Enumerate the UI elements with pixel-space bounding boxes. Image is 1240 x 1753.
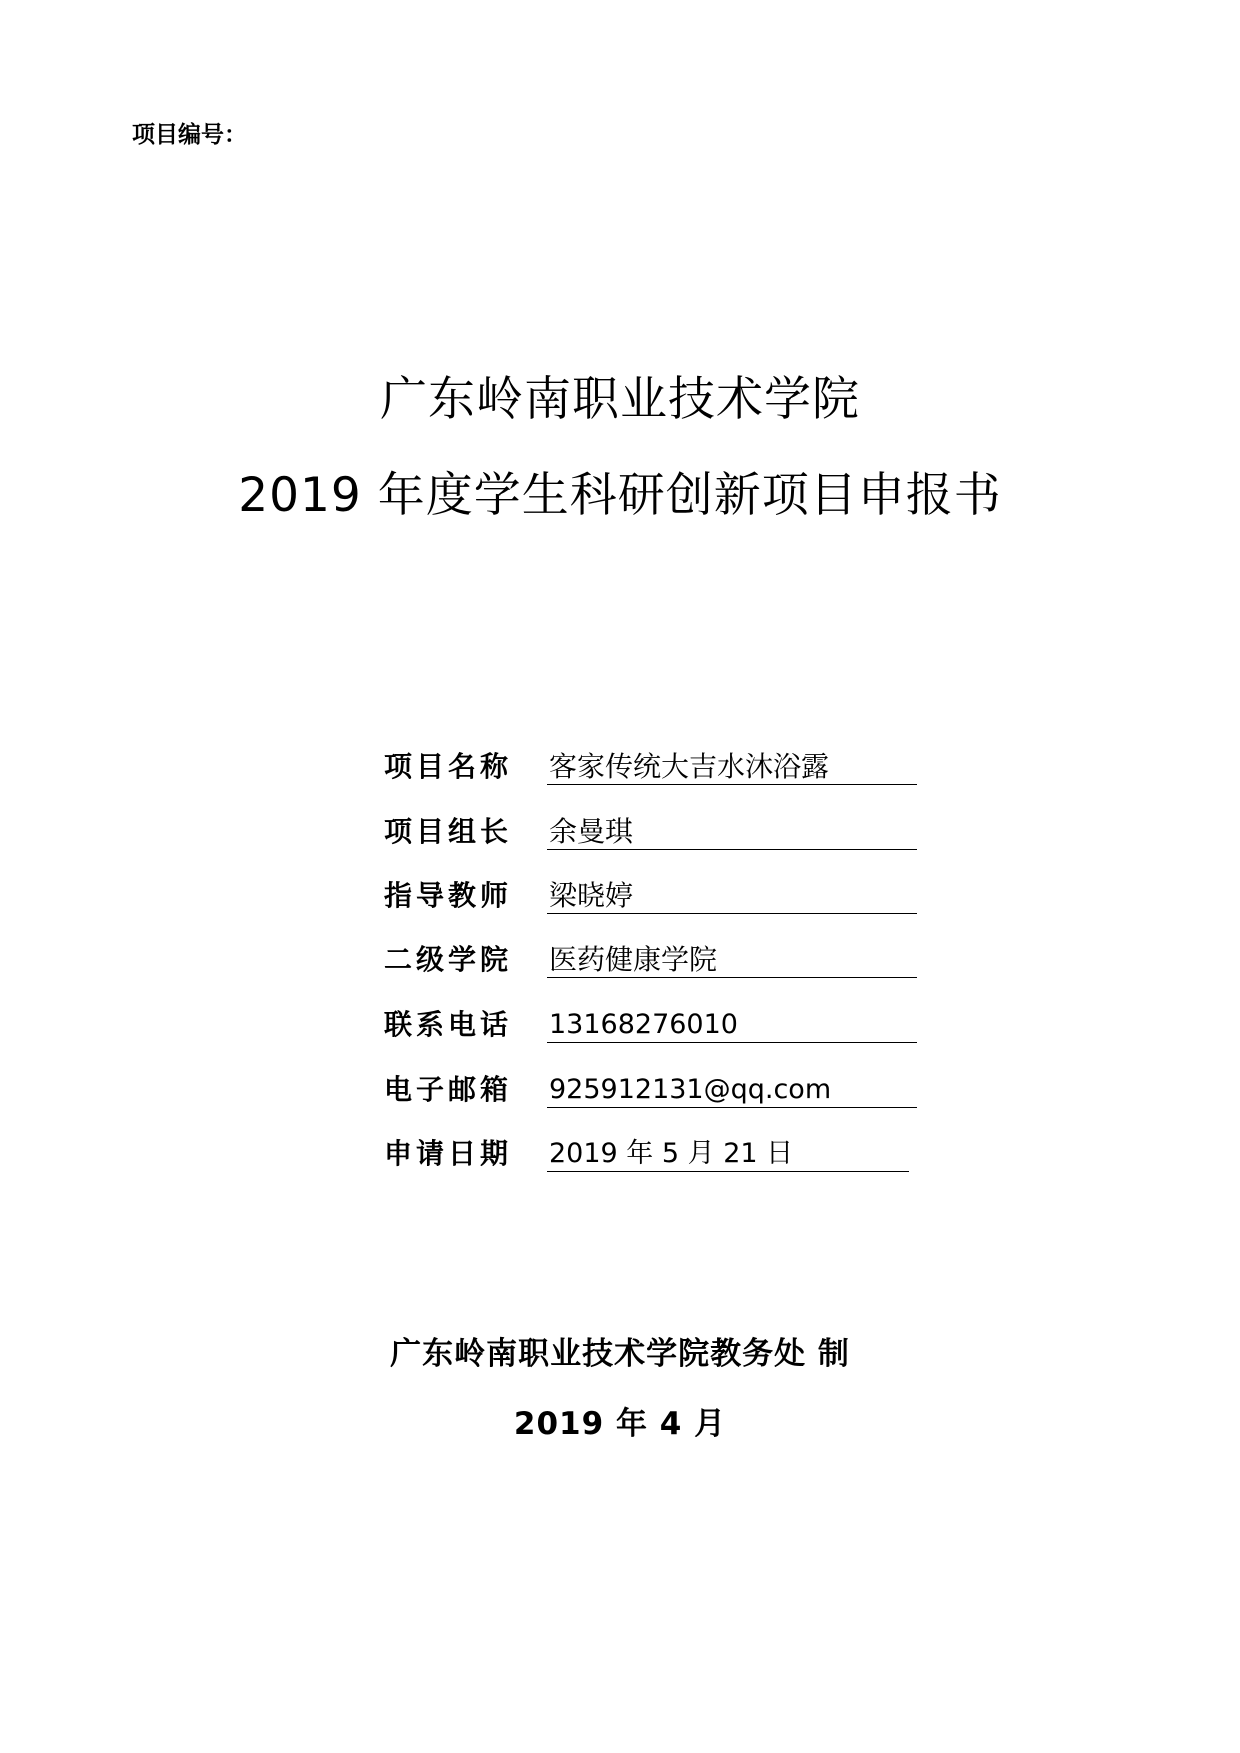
field-application-date-value-line bbox=[547, 1135, 909, 1172]
field-college-value: 医药健康学院 bbox=[549, 943, 718, 976]
field-phone bbox=[384, 1006, 924, 1046]
field-phone-value-line bbox=[547, 1006, 917, 1043]
field-advisor-value: 梁晓婷 bbox=[549, 879, 634, 912]
field-advisor bbox=[384, 877, 924, 917]
field-project-leader bbox=[384, 813, 924, 853]
field-phone-label: 联系电话 bbox=[384, 1008, 513, 1041]
field-application-date bbox=[384, 1135, 924, 1175]
document-title-main: 2019 年度学生科研创新项目申报书 bbox=[238, 468, 1002, 523]
field-email-label: 电子邮箱 bbox=[384, 1073, 513, 1106]
project-number-label: 项目编号： bbox=[132, 122, 247, 148]
field-project-name-value: 客家传统大吉水沐浴露 bbox=[549, 750, 830, 783]
field-phone-value: 13168276010 bbox=[549, 1009, 738, 1040]
field-college bbox=[384, 941, 924, 981]
field-project-name-value-line bbox=[547, 748, 917, 785]
field-advisor-label: 指导教师 bbox=[384, 879, 513, 912]
field-project-name bbox=[384, 748, 924, 788]
field-email-value: 925912131@qq.com bbox=[549, 1074, 832, 1105]
field-project-name-label: 项目名称 bbox=[384, 750, 513, 783]
field-email-value-line bbox=[547, 1071, 917, 1108]
footer-issuer: 广东岭南职业技术学院教务处 制 bbox=[390, 1336, 850, 1372]
field-email bbox=[384, 1071, 924, 1111]
field-college-label: 二级学院 bbox=[384, 943, 513, 976]
field-application-date-label: 申请日期 bbox=[384, 1137, 513, 1170]
field-project-leader-label: 项目组长 bbox=[384, 815, 513, 848]
field-project-leader-value: 余曼琪 bbox=[549, 815, 634, 848]
footer-date: 2019 年 4 月 bbox=[513, 1406, 727, 1442]
field-college-value-line bbox=[547, 941, 917, 978]
field-advisor-value-line bbox=[547, 877, 917, 914]
field-project-leader-value-line bbox=[547, 813, 917, 850]
field-application-date-value: 2019 年 5 月 21 日 bbox=[549, 1138, 794, 1169]
document-title-institution: 广东岭南职业技术学院 bbox=[380, 372, 860, 427]
